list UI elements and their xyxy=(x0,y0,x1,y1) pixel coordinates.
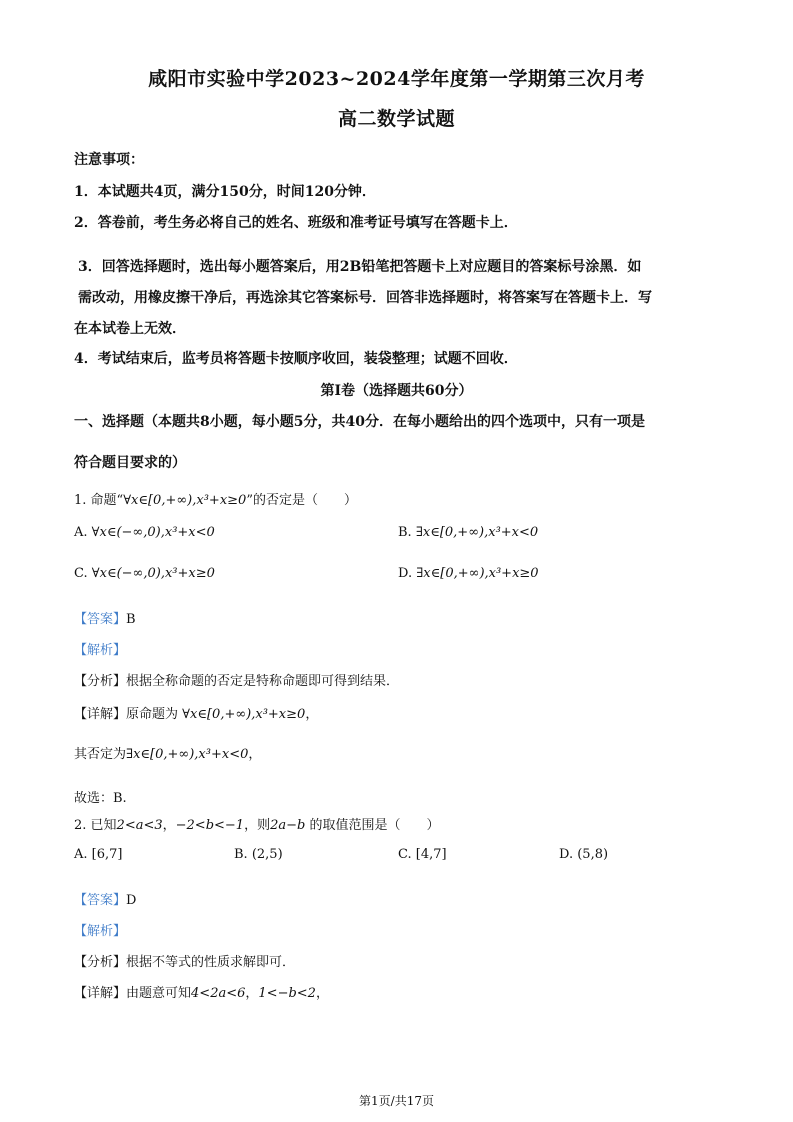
fenxi-text: 根据全称命题的否定是特称命题即可得到结果． xyxy=(126,674,400,689)
notice-heading: 注意事项： xyxy=(74,152,144,168)
q1-expr: ∀x∈[0,+∞),x³+x≥0 xyxy=(123,493,247,508)
xiangjie-expr: ∀x∈[0,+∞),x³+x≥0 xyxy=(182,707,306,722)
negation-text: 其否定为 xyxy=(74,747,127,762)
option-expr: (2,5) xyxy=(251,847,283,862)
q1-xiangjie xyxy=(74,703,318,722)
notice-item: 4．考试结束后，监考员将答题卡按顺序收回，装袋整理；试题不回收． xyxy=(74,351,518,367)
xiangjie-text: 原命题为 xyxy=(126,707,179,722)
option-label: C. xyxy=(398,847,412,862)
fenxi-text: 根据不等式的性质求解即可． xyxy=(126,955,296,970)
xiangjie-post: ， xyxy=(305,707,319,722)
xiangjie-tag: 【详解】 xyxy=(74,986,127,1001)
notice-item: 2．答卷前，考生务必将自己的姓名、班级和准考证号填写在答题卡上． xyxy=(74,215,518,231)
option-expr: [6,7] xyxy=(91,847,123,862)
option-expr: ∀x∈(−∞,0),x³+x<0 xyxy=(91,525,215,540)
section-title: 第Ⅰ卷（选择题共60分） xyxy=(320,383,473,399)
q2-cond2: −2<b<−1 xyxy=(175,818,245,833)
q1-negation xyxy=(74,743,261,762)
q2-option-c xyxy=(398,847,447,862)
xiangjie-expr: 4<2a<6 xyxy=(191,986,246,1001)
q1-prefix: 1. 命题“ xyxy=(74,493,124,508)
q2-mid: ，则 xyxy=(244,818,271,833)
q2-cond1: 2<a<3 xyxy=(116,818,163,833)
option-expr: ∀x∈(−∞,0),x³+x≥0 xyxy=(91,566,215,581)
option-label: D. xyxy=(559,847,574,862)
page-number: 第1页/共17页 xyxy=(359,1094,434,1108)
option-label: A. xyxy=(74,525,88,540)
q2-expr: 2a−b xyxy=(270,818,306,833)
fenxi-tag: 【分析】 xyxy=(74,674,127,689)
notice-item: 需改动，用橡皮擦干净后，再选涂其它答案标号．回答非选择题时，将答案写在答题卡上．写 xyxy=(78,290,652,306)
xiangjie-sep: ， xyxy=(245,986,259,1001)
question-2-stem xyxy=(74,814,440,833)
q2-xiangjie xyxy=(74,982,329,1001)
q1-suffix: ”的否定是（ ） xyxy=(246,493,357,508)
answer-value: D xyxy=(126,893,137,908)
question-1-stem xyxy=(74,489,357,508)
q2-option-b xyxy=(234,847,283,862)
q2-analysis-tag: 【解析】 xyxy=(74,924,127,939)
q2-suffix: 的取值范围是（ ） xyxy=(309,818,440,833)
q1-option-b xyxy=(398,525,538,540)
q1-conclusion: 故选：B. xyxy=(74,791,127,806)
page-subtitle: 高二数学试题 xyxy=(337,108,455,130)
negation-post: ， xyxy=(248,747,262,762)
notice-item: 在本试卷上无效． xyxy=(74,321,186,337)
page-title: 咸阳市实验中学2023~2024学年度第一学期第三次月考 xyxy=(148,68,645,90)
q2-fenxi xyxy=(74,951,295,970)
negation-expr: ∃x∈[0,+∞),x³+x<0 xyxy=(126,747,249,762)
xiangjie-tag: 【详解】 xyxy=(74,707,127,722)
notice-item: 1．本试题共4页，满分150分，时间120分钟． xyxy=(74,184,376,200)
option-expr: (5,8) xyxy=(577,847,609,862)
option-label: B. xyxy=(398,525,412,540)
fenxi-tag: 【分析】 xyxy=(74,955,127,970)
answer-tag: 【答案】 xyxy=(74,893,127,908)
q1-answer xyxy=(74,608,136,627)
option-label: B. xyxy=(234,847,248,862)
q1-analysis-tag: 【解析】 xyxy=(74,643,127,658)
answer-value: B xyxy=(126,612,136,627)
option-label: A. xyxy=(74,847,88,862)
q1-option-d xyxy=(398,566,539,581)
section-instruction: 一、选择题（本题共8小题，每小题5分，共40分．在每小题给出的四个选项中，只有一项是 xyxy=(74,414,645,430)
xiangjie-expr: 1<−b<2 xyxy=(258,986,316,1001)
xiangjie-text: 由题意可知 xyxy=(126,986,192,1001)
option-expr: [4,7] xyxy=(415,847,447,862)
q2-option-a xyxy=(74,847,123,862)
q1-option-a xyxy=(74,525,215,540)
q1-fenxi xyxy=(74,670,399,689)
q2-prefix: 2. 已知 xyxy=(74,818,117,833)
q1-option-c xyxy=(74,566,215,581)
q2-sep: ， xyxy=(162,818,176,833)
q2-answer xyxy=(74,889,136,908)
option-label: D. xyxy=(398,566,413,581)
q2-option-d xyxy=(559,847,608,862)
section-instruction: 符合题目要求的） xyxy=(74,455,186,471)
answer-tag: 【答案】 xyxy=(74,612,127,627)
option-label: C. xyxy=(74,566,88,581)
option-expr: ∃x∈[0,+∞),x³+x≥0 xyxy=(416,566,539,581)
notice-item: 3．回答选择题时，选出每小题答案后，用2B铅笔把答题卡上对应题目的答案标号涂黑．如 xyxy=(78,259,642,275)
option-expr: ∃x∈[0,+∞),x³+x<0 xyxy=(415,525,539,540)
xiangjie-post: ， xyxy=(315,986,329,1001)
